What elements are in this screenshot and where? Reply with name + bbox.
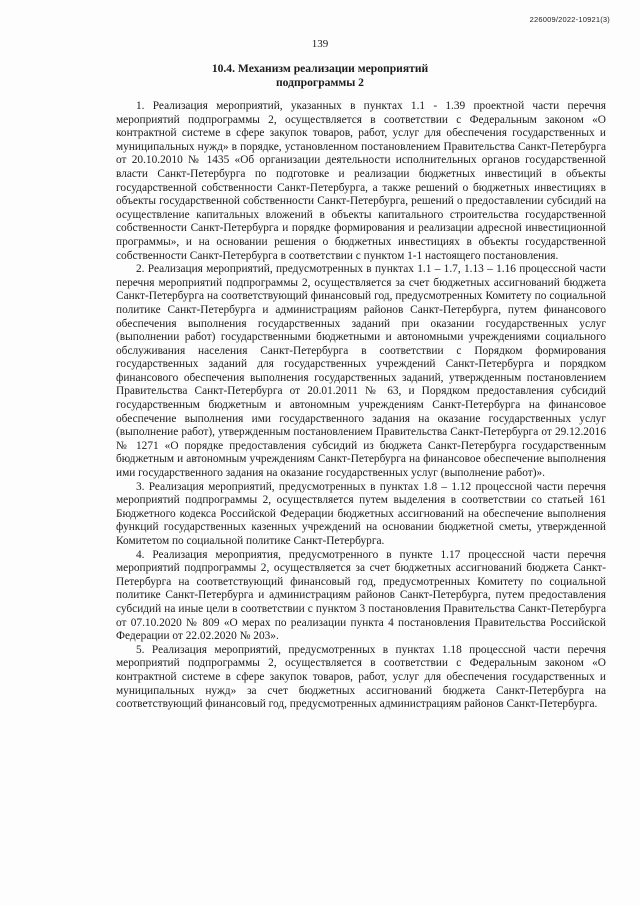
paragraph-3: 3. Реализация мероприятий, предусмотренных в пунктах 1.8 – 1.12 процессной части перечня мероприятий подпрограммы 2, осуществляется путем выделения в соответствии со статьей 161 Бюджетного кодекса Российской Федерации бюджетных ассигнований на обеспечение выполнения функций государственных казенных учреждений на основании бюджетной сметы, утвержденной Комитетом по социальной политике Санкт-Петербурга.: [116, 480, 606, 547]
section-title-line-1: 10.4. Механизм реализации мероприятий: [211, 62, 429, 75]
paragraph-2: 2. Реализация мероприятий, предусмотренных в пунктах 1.1 – 1.7, 1.13 – 1.16 процессной части перечня мероприятий подпрограммы 2, осуществляется за счет бюджетных ассигнований бюджета Санкт-Петербурга на соответствующий финансовый год, предусмотренных Комитету по социальной политике Санкт-Петербурга и администрациям районов Санкт-Петербурга, путем финансового обеспечения выполнения государственных заданий при оказании государственных услуг (выполнении работ) государственными бюджетными и автономными учреждениями социального обслуживания населения Санкт-Петербурга в соответствии с Порядком формирования государственных заданий для государственных учреждений Санкт-Петербурга и порядком финансового обеспечения выполнения государственных заданий, утвержденным постановлением Правительства Санкт-Петербурга от 20.01.2011 № 63, и Порядком предоставления субсидий государственным бюджетным и автономным учреждениям Санкт-Петербурга на финансовое обеспечение выполнения ими государственного задания на оказание государственных услуг (выполнение работ), утвержденным постановлением Правительства Санкт-Петербурга от 29.12.2016 № 1271 «О порядке предоставления субсидий из бюджета Санкт-Петербурга государственным бюджетным и автономным учреждениям Санкт-Петербурга на финансовое обеспечение выполнения ими государственного задания на оказание государственных услуг (выполнение работ)».: [116, 263, 606, 480]
paragraph-5: 5. Реализация мероприятий, предусмотренных в пунктах 1.18 процессной части перечня мероприятий подпрограммы 2, осуществляется в соответствии с Федеральным законом «О контрактной системе в сфере закупок товаров, работ, услуг для обеспечения государственных и муниципальных нужд» за счет бюджетных ассигнований бюджета Санкт-Петербурга на соответствующий финансовый год, предусмотренных администрациям районов Санкт-Петербурга.: [116, 643, 606, 711]
document-body: [116, 100, 606, 712]
page-number: 139: [311, 38, 329, 50]
document-registration-number: 226009/2022-10921(3): [529, 15, 610, 24]
section-title: [0, 62, 640, 90]
paragraph-1: 1. Реализация мероприятий, указанных в пунктах 1.1 - 1.39 проектной части перечня мероприятий подпрограммы 2, осуществляется в соответствии с Федеральным законом «О контрактной системе в сфере закупок товаров, работ, услуг для обеспечения государственных и муниципальных нужд» в порядке, установленном постановлением Правительства Санкт-Петербурга от 20.10.2010 № 1435 «Об организации деятельности исполнительных органов государственной власти Санкт-Петербурга по подготовке и реализации бюджетных инвестиций в объекты государственной собственности Санкт-Петербурга, а также решений о бюджетных инвестициях в объекты государственной собственности Санкт-Петербурга, решений о предоставлении субсидий на осуществление капитальных вложений в объекты капитального строительства государственной собственности Санкт-Петербурга и порядке формирования и реализации адресной инвестиционной программы», и на основании решения о бюджетных инвестициях в объекты государственной собственности Санкт-Петербурга в соответствии с пунктом 1-1 настоящего постановления.: [116, 100, 606, 262]
section-title-line-2: подпрограммы 2: [276, 76, 364, 89]
paragraph-4: 4. Реализация мероприятия, предусмотренного в пункте 1.17 процессной части перечня мероприятий подпрограммы 2, осуществляется за счет бюджетных ассигнований бюджета Санкт-Петербурга на соответствующий финансовый год, предусмотренных Комитету по социальной политике Санкт-Петербурга и администрациям районов Санкт-Петербурга, путем предоставления субсидий на иные цели в соответствии с пунктом 3 постановления Правительства Санкт-Петербурга от 07.10.2020 № 809 «О мерах по реализации пункта 4 постановления Правительства Российской Федерации от 22.02.2020 № 203».: [116, 548, 606, 643]
